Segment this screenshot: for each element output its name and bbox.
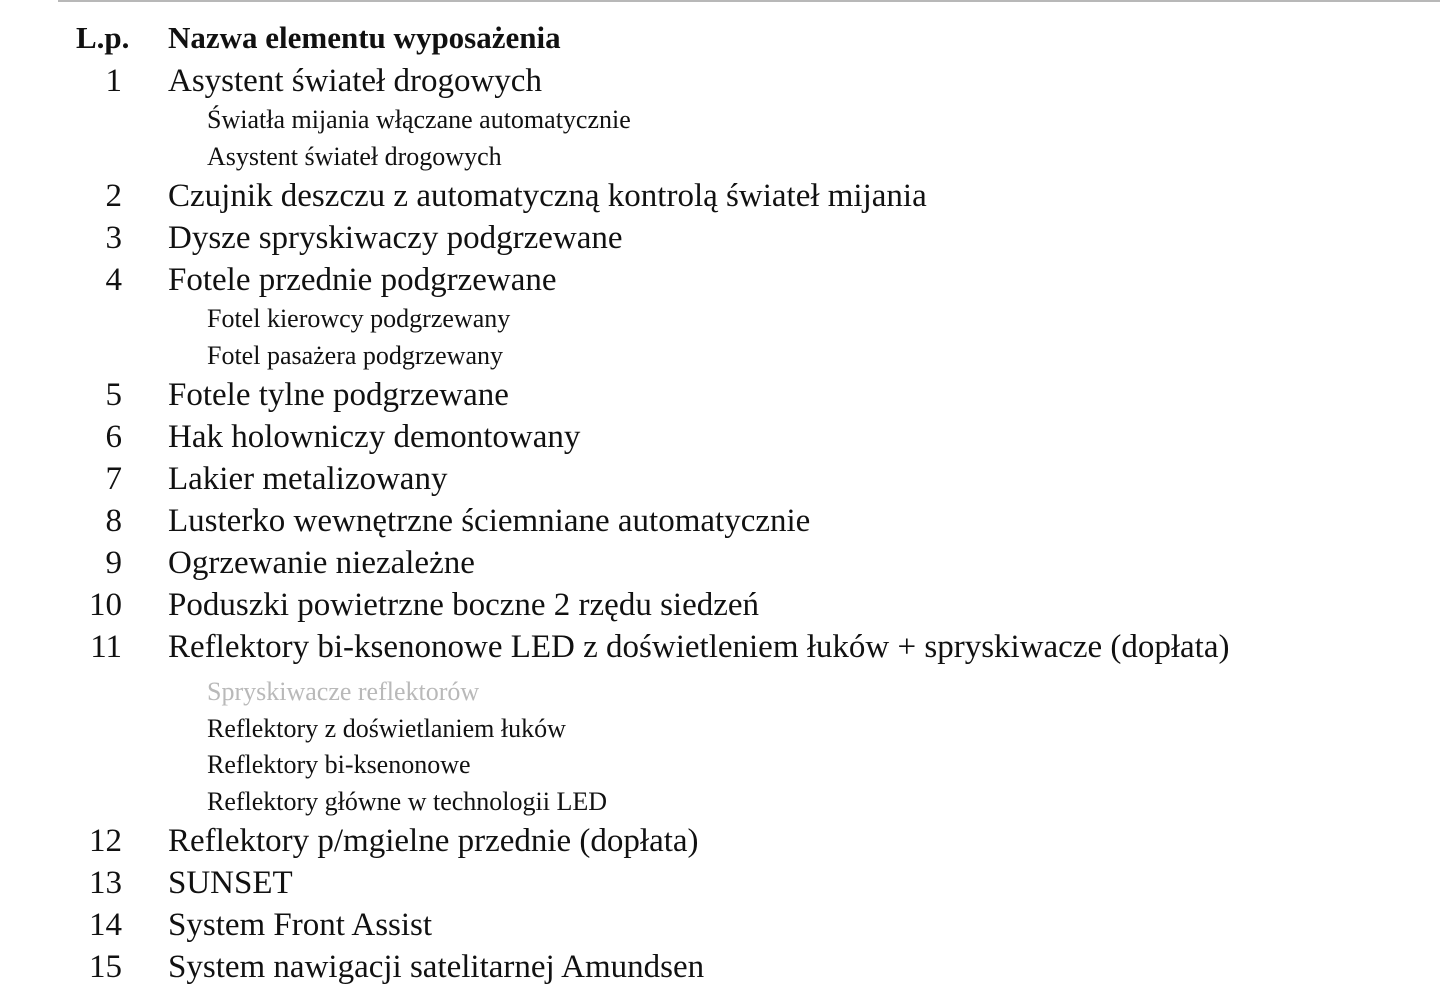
table-row	[0, 626, 1440, 668]
item-name: System nawigacji satelitarnej Amundsen	[168, 949, 705, 985]
table-row	[0, 542, 1440, 584]
item-name: Asystent świateł drogowych	[168, 63, 542, 99]
table-row	[0, 259, 1440, 301]
item-number: 6	[105, 419, 122, 455]
table-row	[0, 904, 1440, 946]
item-number: 14	[89, 907, 122, 943]
item-number: 4	[105, 262, 122, 298]
table-row	[0, 862, 1440, 904]
sub-item	[0, 784, 1440, 821]
table-row	[0, 416, 1440, 458]
item-name: Fotele tylne podgrzewane	[168, 377, 509, 413]
item-name: Fotele przednie podgrzewane	[168, 262, 557, 298]
item-name: Reflektory bi-ksenonowe LED z doświetleniem łuków + spryskiwacze (dopłata)	[168, 629, 1230, 665]
sub-item-text: Fotel kierowcy podgrzewany	[207, 304, 511, 333]
sub-item-text: Fotel pasażera podgrzewany	[207, 340, 503, 370]
sub-item	[0, 338, 1440, 375]
item-name: Lusterko wewnętrzne ściemniane automatycznie	[168, 503, 811, 539]
sub-item	[0, 301, 1440, 338]
table-row	[0, 374, 1440, 416]
sub-item	[0, 102, 1440, 139]
item-name: Hak holowniczy demontowany	[168, 419, 581, 455]
sub-item-text: Reflektory z doświetlaniem łuków	[207, 713, 566, 743]
item-name: Poduszki powietrzne boczne 2 rzędu siedzeń	[168, 587, 760, 623]
table-row	[0, 500, 1440, 542]
sub-item	[0, 139, 1440, 176]
table-row	[0, 946, 1440, 988]
table-row	[0, 175, 1440, 217]
item-name: System Front Assist	[168, 907, 433, 943]
item-number: 7	[105, 461, 122, 497]
equipment-table	[0, 16, 1440, 988]
lp-column-header: L.p.	[76, 20, 130, 55]
top-rule	[58, 0, 1440, 2]
sub-item-text: Światła mijania włączane automatycznie	[207, 105, 631, 134]
item-number: 13	[89, 865, 122, 901]
item-number: 15	[89, 949, 122, 985]
sub-item-faded	[0, 674, 1440, 711]
table-row	[0, 60, 1440, 102]
table-row	[0, 217, 1440, 259]
item-number: 5	[105, 377, 122, 413]
item-number: 10	[89, 587, 122, 623]
table-header	[0, 16, 1440, 60]
item-number: 12	[89, 823, 122, 859]
sub-item	[0, 747, 1440, 784]
sub-item-text: Reflektory główne w technologii LED	[207, 786, 608, 816]
sub-item	[0, 711, 1440, 748]
item-name: Czujnik deszczu z automatyczną kontrolą świateł mijania	[168, 178, 927, 214]
table-row	[0, 458, 1440, 500]
name-column-header: Nazwa elementu wyposażenia	[168, 20, 561, 55]
item-number: 3	[105, 220, 122, 256]
item-name: SUNSET	[168, 865, 293, 901]
item-name: Lakier metalizowany	[168, 461, 448, 497]
sub-item-text: Spryskiwacze reflektorów	[207, 677, 480, 706]
item-number: 8	[105, 503, 122, 539]
item-name: Dysze spryskiwaczy podgrzewane	[168, 220, 623, 256]
item-number: 2	[105, 178, 122, 214]
item-name: Ogrzewanie niezależne	[168, 545, 475, 581]
table-row	[0, 820, 1440, 862]
item-name: Reflektory p/mgielne przednie (dopłata)	[168, 823, 699, 859]
table-row	[0, 584, 1440, 626]
item-number: 11	[90, 629, 122, 665]
sub-item-text: Reflektory bi-ksenonowe	[207, 750, 471, 779]
item-number: 9	[105, 545, 122, 581]
sub-item-text: Asystent świateł drogowych	[207, 141, 502, 171]
item-number: 1	[105, 63, 122, 99]
